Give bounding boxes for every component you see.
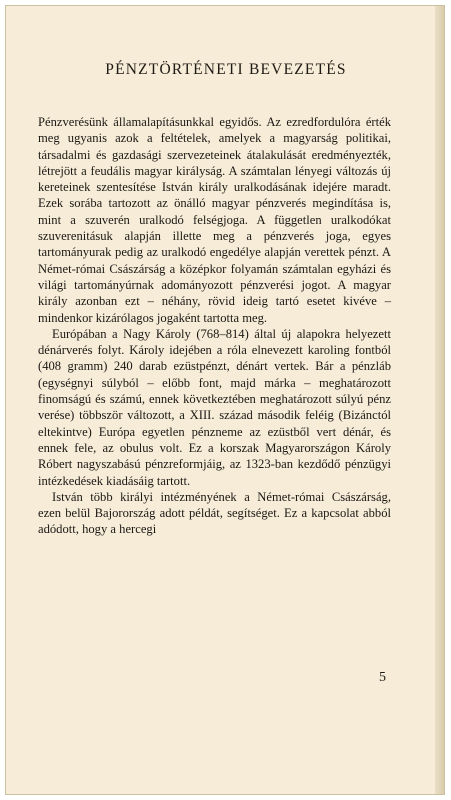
page-number: 5 xyxy=(379,670,386,685)
paragraph-2: Európában a Nagy Károly (768–814) által új alapokra helyezett dénárverés folyt. Károly idejében a róla elnevezett karoling fontból (408 gramm) 240 darab ezüstpénzt, dénárt vertek. Bár a pénzláb (egységnyi súlyból – előbb font, majd márka – meghatározott finomságú és számú, ennek következtében meghatározott súlyú pénz verése) többször változott, a XIII. század második feléig (Bizánctól eltekintve) Európa egyetlen pénzneme az ezüstből vert dénár, és ennek fele, az obulus volt. Ez a korszak Magyarországon Károly Róbert nagyszabású pénzreformjáig, az 1323-ban kezdődő pénzügyi intézkedések kiadásáig tartott. xyxy=(38,326,391,488)
paragraph-3: István több királyi intézményének a Német-római Császárság, ezen belül Bajorország adott példát, segítséget. Ez a kapcsolat abból adódott, hogy a hercegi xyxy=(38,489,391,537)
book-page xyxy=(5,5,445,795)
body-text xyxy=(38,114,391,538)
page-edge-shadow xyxy=(435,6,444,794)
paragraph-1: Pénzverésünk államalapításunkkal egyidős. Az ezredfordulóra érték meg ugyanis azok a feltételek, amelyek a magyarság politikai, társadalmi és gazdasági szervezeteinek átalakulását eredményezték, létrejött a feudális magyar királyság. A számtalan lényegi változás új kereteinek szentesítése István király uralkodásának idejére maradt. Ezek sorába tartozott az önálló magyar pénzverés megindítása is, mint a szuverén uralkodó felségjoga. A független uralkodókat szuverenitásuk alapján illette meg a pénzverés joga, egyes tartományurak pedig az uralkodó engedélye alapján verettek pénzt. A Német-római Császárság a középkor folyamán számtalan egyházi és világi tartományúrnak adományozott pénzverési jogot. A magyar király azonban ezt – néhány, rövid ideig tartó esetet kivéve – mindenkor kizárólagos jogaként tartotta meg. xyxy=(38,115,391,325)
page-heading: PÉNZTÖRTÉNETI BEVEZETÉS xyxy=(105,61,347,78)
